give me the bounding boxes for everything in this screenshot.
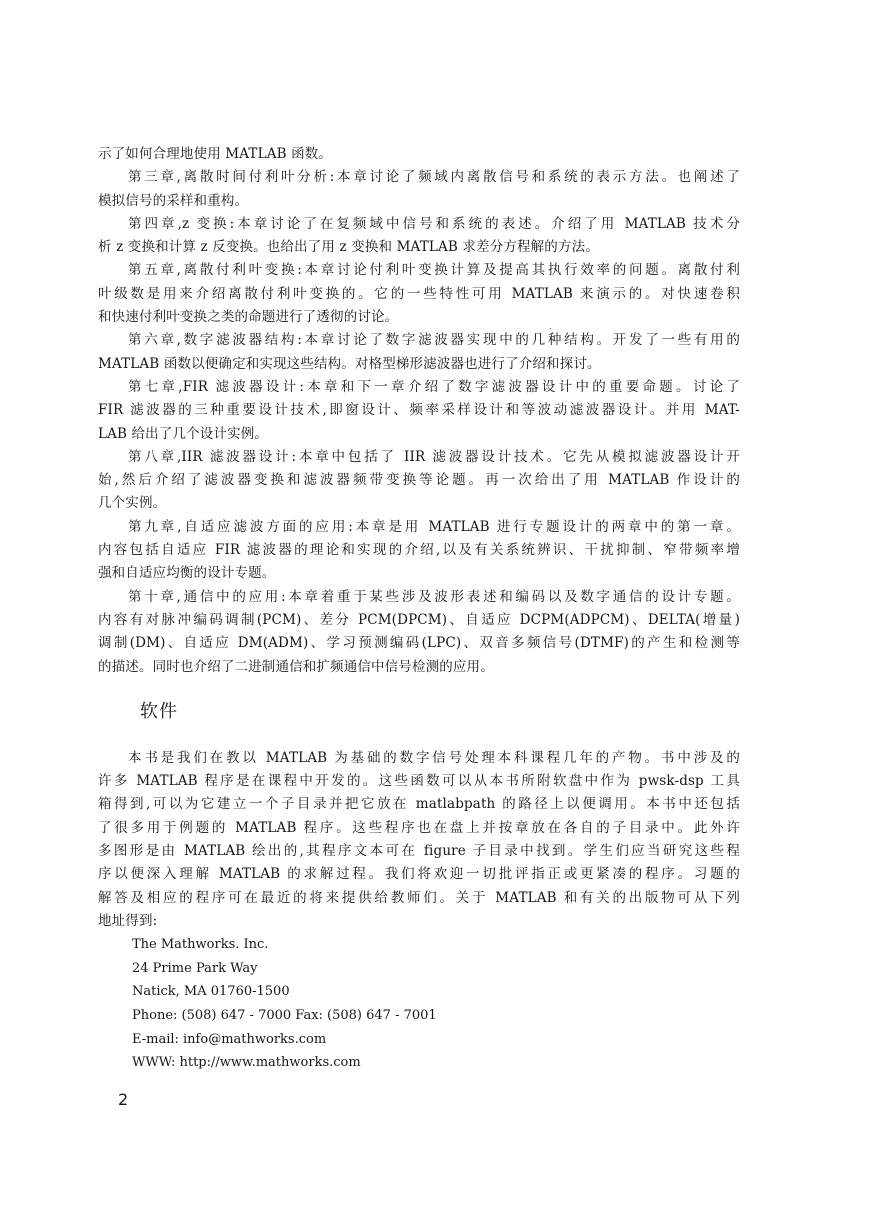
paragraph-line: LAB 给出了几个设计实例。 bbox=[98, 425, 269, 442]
section-heading: 软件 bbox=[140, 700, 178, 722]
paragraph-line: 内容有对脉冲编码调制(PCM)、差分 PCM(DPCM)、自适应 DCPM(ADPCM)、DELTA(增量) bbox=[98, 611, 740, 628]
address-company: The Mathworks. Inc. bbox=[132, 937, 269, 953]
paragraph-line: 了很多用于例题的 MATLAB 程序。这些程序也在盘上并按章放在各自的子目录中。此外许 bbox=[98, 819, 740, 836]
paragraph-line: 箱得到,可以为它建立一个子目录并把它放在 matlabpath 的路径上以便调用。本书中还包括 bbox=[98, 796, 740, 813]
paragraph-line: 和快速付利叶变换之类的命题进行了透彻的讨论。 bbox=[98, 309, 399, 326]
address-email: E-mail: info@mathworks.com bbox=[132, 1031, 327, 1047]
address-website: WWW: http://www.mathworks.com bbox=[132, 1055, 361, 1071]
paragraph-line: 始,然后介绍了滤波器变换和滤波器频带变换等论题。再一次给出了用 MATLAB 作设计的 bbox=[98, 472, 740, 489]
paragraph-line: 序以便深入理解 MATLAB 的求解过程。我们将欢迎一切批评指正或更紧凑的程序。习题的 bbox=[98, 866, 740, 883]
paragraph-line: 本书是我们在教以 MATLAB 为基础的数字信号处理本科课程几年的产物。书中涉及的 bbox=[128, 749, 740, 766]
paragraph-line: 的描述。同时也介绍了二进制通信和扩频通信中信号检测的应用。 bbox=[98, 658, 494, 675]
paragraph-line: 多图形是由 MATLAB 绘出的,其程序文本可在 figure 子目录中找到。学生们应当研究这些程 bbox=[98, 843, 740, 860]
paragraph-line: 第十章,通信中的应用:本章着重于某些涉及波形表述和编码以及数字通信的设计专题。 bbox=[128, 588, 740, 605]
paragraph-line: FIR 滤波器的三种重要设计技术,即窗设计、频率采样设计和等波动滤波器设计。并用 MAT- bbox=[98, 402, 740, 419]
paragraph-line: 模拟信号的采样和重构。 bbox=[98, 192, 249, 209]
paragraph-line: 第三章,离散时间付利叶分析:本章讨论了频域内离散信号和系统的表示方法。也阐述了 bbox=[128, 169, 740, 186]
paragraph-line: 地址得到: bbox=[98, 912, 158, 929]
paragraph-line: 第九章,自适应滤波方面的应用:本章是用 MATLAB 进行专题设计的两章中的第一章。 bbox=[128, 518, 740, 535]
address-phone-fax: Phone: (508) 647 - 7000 Fax: (508) 647 - 7001 bbox=[132, 1007, 437, 1023]
address-city: Natick, MA 01760-1500 bbox=[132, 984, 290, 1000]
address-street: 24 Prime Park Way bbox=[132, 960, 258, 976]
paragraph-line: 第五章,离散付利叶变换:本章讨论付利叶变换计算及提高其执行效率的问题。离散付利 bbox=[128, 262, 740, 279]
paragraph-line: 调制(DM)、自适应 DM(ADM)、学习预测编码(LPC)、双音多频信号(DTMF)的产生和检测等 bbox=[98, 635, 740, 652]
paragraph-line: 析 z 变换和计算 z 反变换。也给出了用 z 变换和 MATLAB 求差分方程解的方法。 bbox=[98, 239, 599, 256]
paragraph-line: MATLAB 函数以便确定和实现这些结构。对格型梯形滤波器也进行了介绍和探讨。 bbox=[98, 355, 601, 372]
paragraph-line: 许多 MATLAB 程序是在课程中开发的。这些函数可以从本书所附软盘中作为 pwsk-dsp 工具 bbox=[98, 773, 740, 790]
paragraph-line: 几个实例。 bbox=[98, 495, 167, 512]
body-text bbox=[98, 143, 740, 1075]
paragraph-line: 第六章,数字滤波器结构:本章讨论了数字滤波器实现中的几种结构。开发了一些有用的 bbox=[128, 332, 740, 349]
paragraph-line: 第四章,z 变换:本章讨论了在复频域中信号和系统的表述。介绍了用 MATLAB 技术分 bbox=[128, 215, 740, 232]
paragraph-line: 解答及相应的程序可在最近的将来提供给教师们。关于 MATLAB 和有关的出版物可从下列 bbox=[98, 889, 740, 906]
paragraph-line: 强和自适应均衡的设计专题。 bbox=[98, 565, 276, 582]
paragraph-line: 叶级数是用来介绍离散付利叶变换的。它的一些特性可用 MATLAB 来演示的。对快速卷积 bbox=[98, 285, 740, 302]
paragraph-line: 内容包括自适应 FIR 滤波器的理论和实现的介绍,以及有关系统辨识、干扰抑制、窄带频率增 bbox=[98, 542, 740, 559]
page-number: 2 bbox=[118, 1090, 129, 1109]
paragraph-line: 示了如何合理地使用 MATLAB 函数。 bbox=[98, 146, 333, 162]
scan-speck bbox=[550, 328, 551, 329]
paragraph-line: 第八章,IIR 滤波器设计:本章中包括了 IIR 滤波器设计技术。它先从模拟滤波器设计开 bbox=[128, 448, 740, 465]
paragraph-line: 第七章,FIR 滤波器设计:本章和下一章介绍了数字滤波器设计中的重要命题。讨论了 bbox=[128, 378, 740, 395]
